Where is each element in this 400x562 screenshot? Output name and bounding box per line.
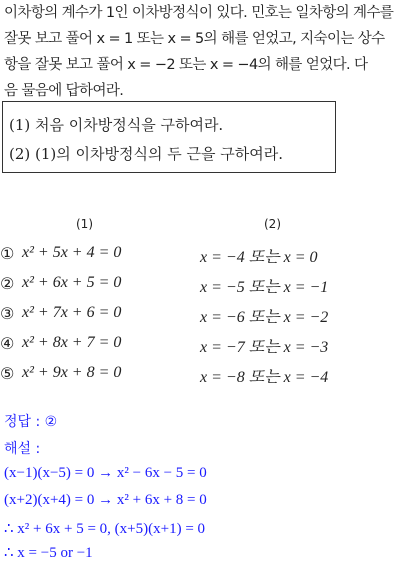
solution-line: ∴ x² + 6x + 5 = 0, (x+5)(x+1) = 0	[4, 521, 206, 537]
choice-equation: x² + 9x + 8 = 0	[22, 364, 122, 381]
problem-line: 항을 잘못 보고 풀어 x = −2 또는 x = −4의 해를 얻었다. 다	[4, 57, 368, 73]
choice-number: ④	[0, 334, 15, 353]
explanation-label: 해설 :	[4, 441, 41, 457]
solution-line: (x+2)(x+4) = 0 → x² + 6x + 8 = 0	[4, 492, 207, 508]
problem-line: 잘못 보고 풀어 x = 1 또는 x = 5의 해를 얻었고, 지숙이는 상수	[4, 31, 385, 47]
question-2: (2) (1)의 이차방정식의 두 근을 구하여라.	[9, 145, 283, 163]
problem-text	[4, 0, 396, 104]
question-1: (1) 처음 이차방정식을 구하여라.	[9, 116, 224, 134]
answer-label: 정답 : ②	[4, 414, 58, 430]
choice-equation: x² + 5x + 4 = 0	[22, 244, 122, 261]
choice-roots: x = −6 또는 x = −2	[200, 309, 329, 326]
column-header-2: (2)	[264, 217, 281, 231]
solution-line: (x−1)(x−5) = 0 → x² − 6x − 5 = 0	[4, 465, 207, 481]
problem-line: 이차항의 계수가 1인 이차방정식이 있다. 민호는 일차항의 계수를	[4, 5, 394, 21]
choice-equation: x² + 8x + 7 = 0	[22, 334, 122, 351]
choice-equation: x² + 7x + 6 = 0	[22, 304, 122, 321]
choice-roots: x = −7 또는 x = −3	[200, 339, 329, 356]
choice-row[interactable]	[0, 304, 400, 330]
choice-number: ③	[0, 304, 15, 323]
choice-roots: x = −8 또는 x = −4	[200, 369, 329, 386]
choice-number: ①	[0, 244, 15, 263]
choice-number: ②	[0, 274, 15, 293]
choice-row[interactable]	[0, 364, 400, 390]
choice-equation: x² + 6x + 5 = 0	[22, 274, 122, 291]
choice-row[interactable]	[0, 334, 400, 360]
choice-roots: x = −4 또는 x = 0	[200, 249, 318, 266]
problem-line: 음 물음에 답하여라.	[4, 83, 124, 99]
choice-row[interactable]	[0, 274, 400, 300]
choice-roots: x = −5 또는 x = −1	[200, 279, 329, 296]
solution-line: ∴ x = −5 or −1	[4, 545, 93, 561]
choice-number: ⑤	[0, 364, 15, 383]
choice-row[interactable]	[0, 244, 400, 270]
column-header-1: (1)	[76, 217, 93, 231]
question-box	[2, 101, 336, 173]
